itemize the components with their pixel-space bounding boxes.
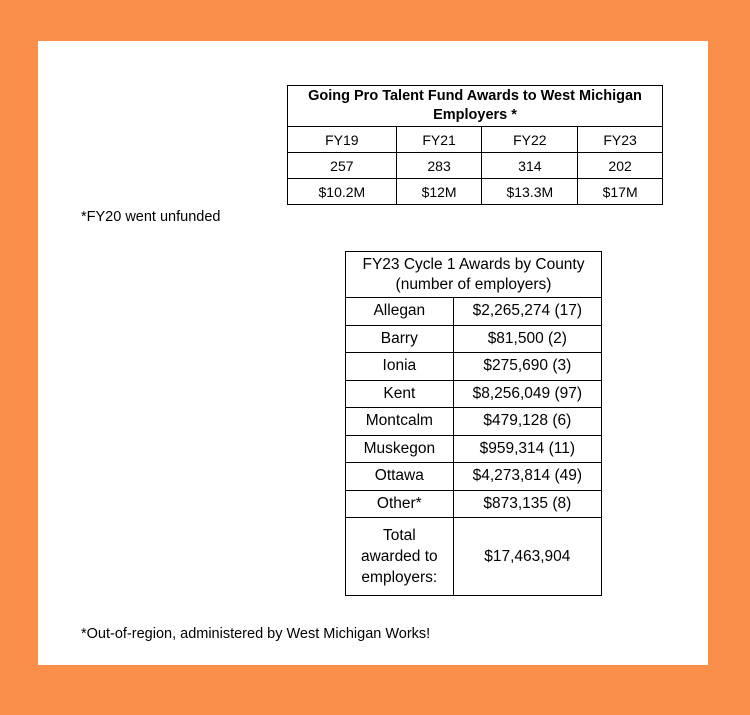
county-name: Allegan [346,298,454,326]
table2-title-line2: (number of employers) [395,275,552,293]
county-name: Ottawa [346,463,454,491]
county-name: Ionia [346,353,454,381]
county-name: Other* [346,490,454,518]
table2-title [346,252,602,298]
table2-title-line1: FY23 Cycle 1 Awards by County [362,255,585,273]
table1-employers-row [288,153,663,179]
header-fy21: FY21 [396,127,482,153]
employers-fy19: 257 [288,153,397,179]
header-fy23: FY23 [578,127,663,153]
county-value: $873,135 (8) [453,490,601,518]
table-row [346,435,602,463]
county-value: $8,256,049 (97) [453,380,601,408]
county-name: Kent [346,380,454,408]
table-row [346,325,602,353]
content-panel [38,41,708,665]
employers-fy23: 202 [578,153,663,179]
table-row [346,463,602,491]
amount-fy22: $13.3M [482,179,578,205]
out-of-region-footnote: *Out-of-region, administered by West Michigan Works! [81,626,431,642]
header-fy19: FY19 [288,127,397,153]
amount-fy23: $17M [578,179,663,205]
total-label-line1: Total [382,527,416,544]
table-row [346,298,602,326]
table-row [346,353,602,381]
employers-fy22: 314 [482,153,578,179]
county-value: $275,690 (3) [453,353,601,381]
table1-header-row [288,127,663,153]
table1-title: Going Pro Talent Fund Awards to West Michigan Employers * [288,86,663,127]
county-awards-table [345,251,602,596]
table1-amounts-row [288,179,663,205]
county-name: Muskegon [346,435,454,463]
table-row [346,490,602,518]
total-row [346,518,602,596]
county-name: Montcalm [346,408,454,436]
total-label-line3: employers: [361,569,438,586]
county-value: $479,128 (6) [453,408,601,436]
amount-fy21: $12M [396,179,482,205]
county-value: $959,314 (11) [453,435,601,463]
total-value: $17,463,904 [453,518,601,596]
total-label [346,518,454,596]
header-fy22: FY22 [482,127,578,153]
table-row [346,380,602,408]
going-pro-awards-table [287,85,663,205]
fy20-footnote: *FY20 went unfunded [81,209,221,225]
county-value: $81,500 (2) [453,325,601,353]
amount-fy19: $10.2M [288,179,397,205]
table-row [346,408,602,436]
county-name: Barry [346,325,454,353]
total-label-line2: awarded to [360,548,438,565]
county-value: $4,273,814 (49) [453,463,601,491]
employers-fy21: 283 [396,153,482,179]
county-value: $2,265,274 (17) [453,298,601,326]
